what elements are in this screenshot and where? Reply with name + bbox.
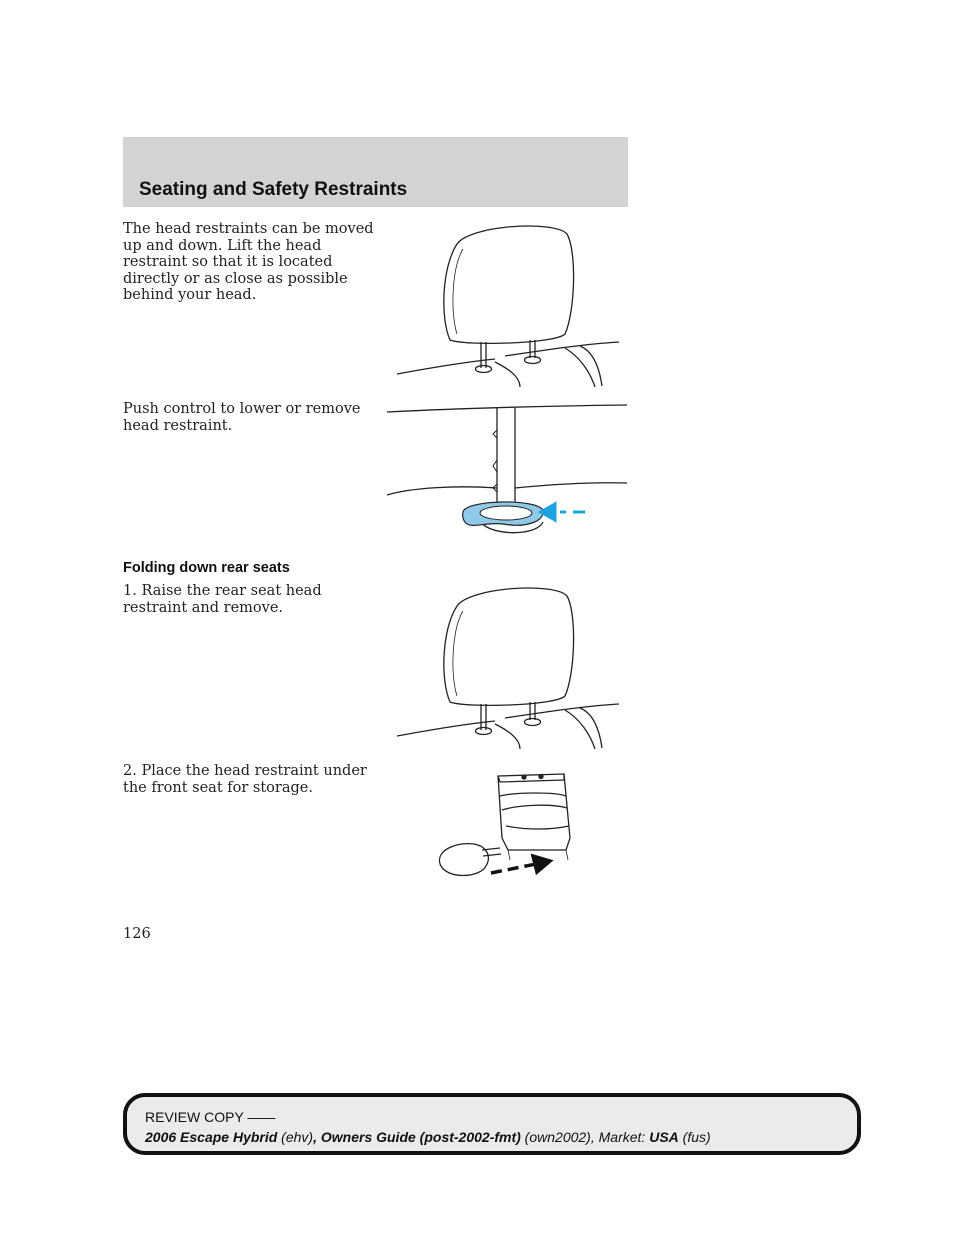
push-arrow-icon xyxy=(541,504,585,520)
folding-seats-heading: Folding down rear seats xyxy=(123,560,290,576)
model-code: (ehv) xyxy=(277,1129,314,1145)
push-control-illustration xyxy=(385,400,630,542)
raised-head-restraint-illustration xyxy=(395,584,625,752)
review-copy-label: REVIEW COPY —— xyxy=(145,1109,276,1125)
separator-1: , xyxy=(313,1129,321,1145)
model-name: 2006 Escape Hybrid xyxy=(145,1129,278,1145)
market-name: USA xyxy=(649,1129,679,1145)
push-control-paragraph: Push control to lower or remove head restraint. xyxy=(123,401,361,434)
storage-under-seat-illustration xyxy=(436,768,581,886)
step-2-paragraph: 2. Place the head restraint under the front seat for storage. xyxy=(123,763,367,796)
review-copy-box xyxy=(123,1093,861,1155)
guide-name: Owners Guide (post-2002-fmt) xyxy=(320,1129,521,1145)
market-code: (fus) xyxy=(678,1129,711,1145)
page-number: 126 xyxy=(123,926,151,942)
review-copy-details xyxy=(145,1129,711,1145)
page-title: Seating and Safety Restraints xyxy=(139,179,408,200)
guide-code: (own2002) xyxy=(520,1129,591,1145)
section-header xyxy=(123,137,628,207)
market-label: , Market: xyxy=(590,1129,650,1145)
head-restraint-illustration xyxy=(395,222,625,390)
storage-arrow-icon xyxy=(491,856,550,873)
step-1-paragraph: 1. Raise the rear seat head restraint and remove. xyxy=(123,583,322,616)
head-restraint-paragraph: The head restraints can be moved up and down. Lift the head restraint so that it is located directly or as close as possible behind your head. xyxy=(123,221,374,303)
